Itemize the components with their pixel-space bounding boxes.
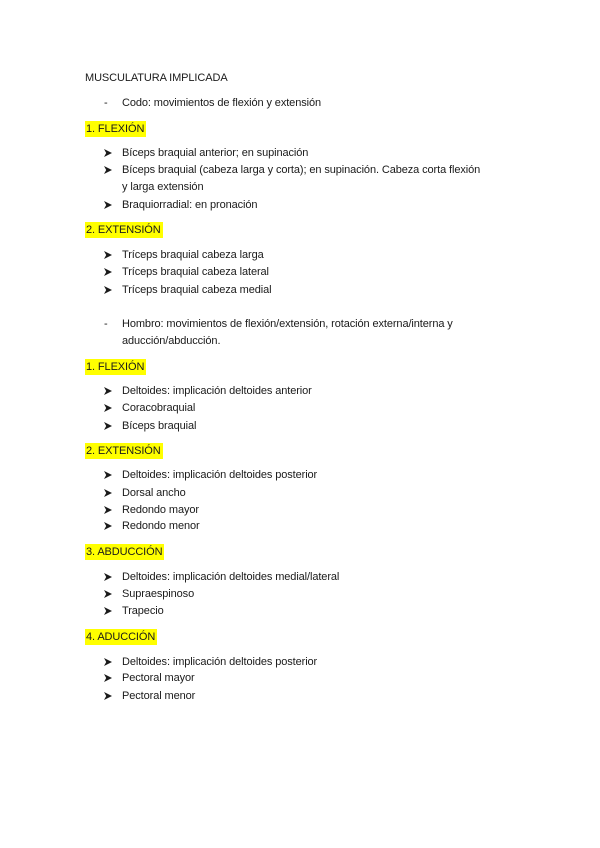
list-item-text: Deltoides: implicación deltoides medial/lateral bbox=[122, 571, 340, 583]
arrowhead-bullet-icon bbox=[104, 286, 112, 294]
list-item-text: Tríceps braquial cabeza medial bbox=[122, 284, 272, 296]
list-item-text: Bíceps braquial (cabeza larga y corta); en supinación. Cabeza corta flexión bbox=[122, 164, 481, 176]
arrowhead-bullet-icon bbox=[104, 573, 112, 581]
hombro-intro-text-2: aducción/abducción. bbox=[122, 335, 221, 347]
list-item-text: Deltoides: implicación deltoides posterior bbox=[122, 656, 318, 668]
list-item-text: Coracobraquial bbox=[122, 402, 196, 414]
list-item-text: Bíceps braquial anterior; en supinación bbox=[122, 147, 309, 159]
arrowhead-bullet-icon bbox=[104, 506, 112, 514]
heading-hombro-abduccion: 3. ABDUCCIÓN bbox=[86, 546, 163, 558]
list-item-text: Pectoral mayor bbox=[122, 672, 195, 684]
arrowhead-bullet-icon bbox=[104, 268, 112, 276]
arrowhead-bullet-icon bbox=[104, 422, 112, 430]
list-item-text: Braquiorradial: en pronación bbox=[122, 199, 258, 211]
arrowhead-bullet-icon bbox=[104, 692, 112, 700]
list-item-text: Trapecio bbox=[122, 605, 164, 617]
arrowhead-bullet-icon bbox=[104, 489, 112, 497]
document-title: MUSCULATURA IMPLICADA bbox=[85, 72, 228, 84]
list-item-text: Tríceps braquial cabeza lateral bbox=[122, 266, 269, 278]
list-item-text: Deltoides: implicación deltoides anterior bbox=[122, 385, 312, 397]
list-item-text: y larga extensión bbox=[122, 181, 204, 193]
arrowhead-bullet-icon bbox=[104, 149, 112, 157]
arrowhead-bullet-icon bbox=[104, 522, 112, 530]
arrowhead-bullet-icon bbox=[104, 251, 112, 259]
list-item-text: Redondo mayor bbox=[122, 504, 199, 516]
list-item-text: Pectoral menor bbox=[122, 690, 196, 702]
arrowhead-bullet-icon bbox=[104, 590, 112, 598]
list-item-text: Bíceps braquial bbox=[122, 420, 197, 432]
dash-mark: - bbox=[104, 318, 108, 330]
heading-hombro-extension: 2. EXTENSIÓN bbox=[86, 445, 161, 457]
list-item-text: Deltoides: implicación deltoides posterior bbox=[122, 469, 318, 481]
heading-hombro-flexion: 1. FLEXIÓN bbox=[86, 361, 145, 373]
arrowhead-bullet-icon bbox=[104, 658, 112, 666]
list-item-text: Tríceps braquial cabeza larga bbox=[122, 249, 264, 261]
codo-intro-text: Codo: movimientos de flexión y extensión bbox=[122, 97, 321, 109]
arrowhead-bullet-icon bbox=[104, 674, 112, 682]
list-item-text: Redondo menor bbox=[122, 520, 200, 532]
arrowhead-bullet-icon bbox=[104, 166, 112, 174]
list-item-text: Supraespinoso bbox=[122, 588, 195, 600]
heading-codo-extension: 2. EXTENSIÓN bbox=[86, 224, 161, 236]
heading-codo-flexion: 1. FLEXIÓN bbox=[86, 123, 145, 135]
arrowhead-bullet-icon bbox=[104, 404, 112, 412]
arrowhead-bullet-icon bbox=[104, 471, 112, 479]
list-item-text: Dorsal ancho bbox=[122, 487, 186, 499]
arrowhead-bullet-icon bbox=[104, 387, 112, 395]
heading-hombro-aduccion: 4. ADUCCIÓN bbox=[86, 631, 156, 643]
dash-mark: - bbox=[104, 97, 108, 109]
arrowhead-bullet-icon bbox=[104, 607, 112, 615]
arrowhead-bullet-icon bbox=[104, 201, 112, 209]
hombro-intro-text: Hombro: movimientos de flexión/extensión, rotación externa/interna y bbox=[122, 318, 453, 330]
